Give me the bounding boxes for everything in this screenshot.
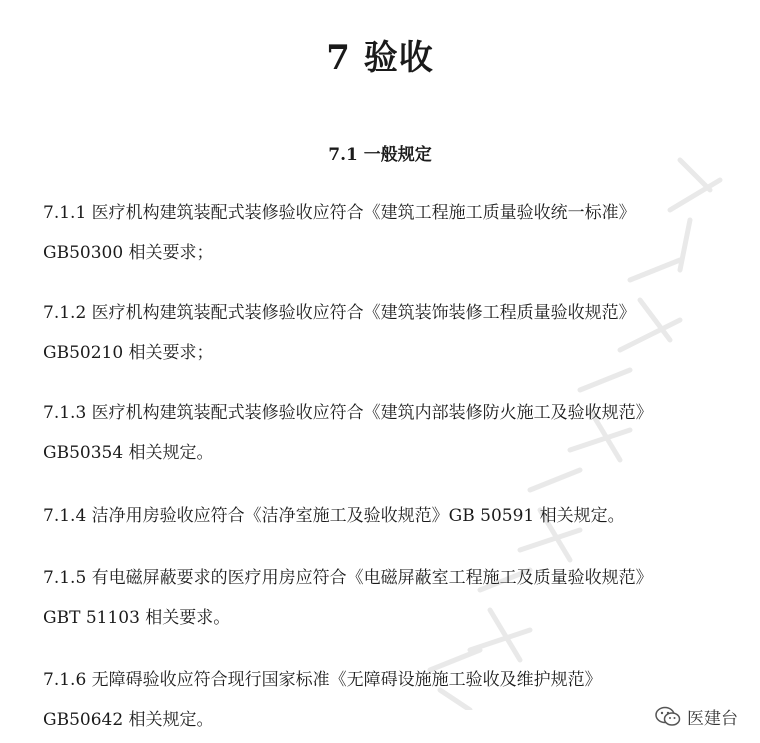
clause-line: 7.1.5 有电磁屏蔽要求的医疗用房应符合《电磁屏蔽室工程施工及质量验收规范》 xyxy=(43,568,653,588)
clause-line: 7.1.3 医疗机构建筑装配式装修验收应符合《建筑内部装修防火施工及验收规范》 xyxy=(43,403,653,423)
clause-line: 7.1.4 洁净用房验收应符合《洁净室施工及验收规范》GB 50591 相关规定。 xyxy=(43,506,625,526)
clause-7-1-1 xyxy=(43,193,748,273)
clause-7-1-6 xyxy=(43,660,748,740)
clause-7-1-5 xyxy=(43,558,748,638)
clause-line: GBT 51103 相关要求。 xyxy=(43,608,231,628)
clause-7-1-3 xyxy=(43,393,748,473)
clause-line: GB50354 相关规定。 xyxy=(43,443,214,463)
clause-line: 7.1.6 无障碍验收应符合现行国家标准《无障碍设施施工验收及维护规范》 xyxy=(43,670,602,690)
clause-7-1-2 xyxy=(43,293,748,373)
clause-line: GB50642 相关规定。 xyxy=(43,710,214,730)
clause-7-1-4 xyxy=(43,496,748,536)
brand-watermark xyxy=(655,704,738,729)
section-title: 7.1 一般规定 xyxy=(328,145,432,165)
brand-name: 医建台 xyxy=(687,709,738,729)
clause-line: 7.1.1 医疗机构建筑装配式装修验收应符合《建筑工程施工质量验收统一标准》 xyxy=(43,203,636,223)
clause-line: GB50300 相关要求； xyxy=(43,243,214,263)
wechat-icon xyxy=(655,706,681,728)
clause-line: GB50210 相关要求； xyxy=(43,343,214,363)
chapter-title: 7 验收 xyxy=(326,38,434,78)
clause-line: 7.1.2 医疗机构建筑装配式装修验收应符合《建筑装饰装修工程质量验收规范》 xyxy=(43,303,636,323)
